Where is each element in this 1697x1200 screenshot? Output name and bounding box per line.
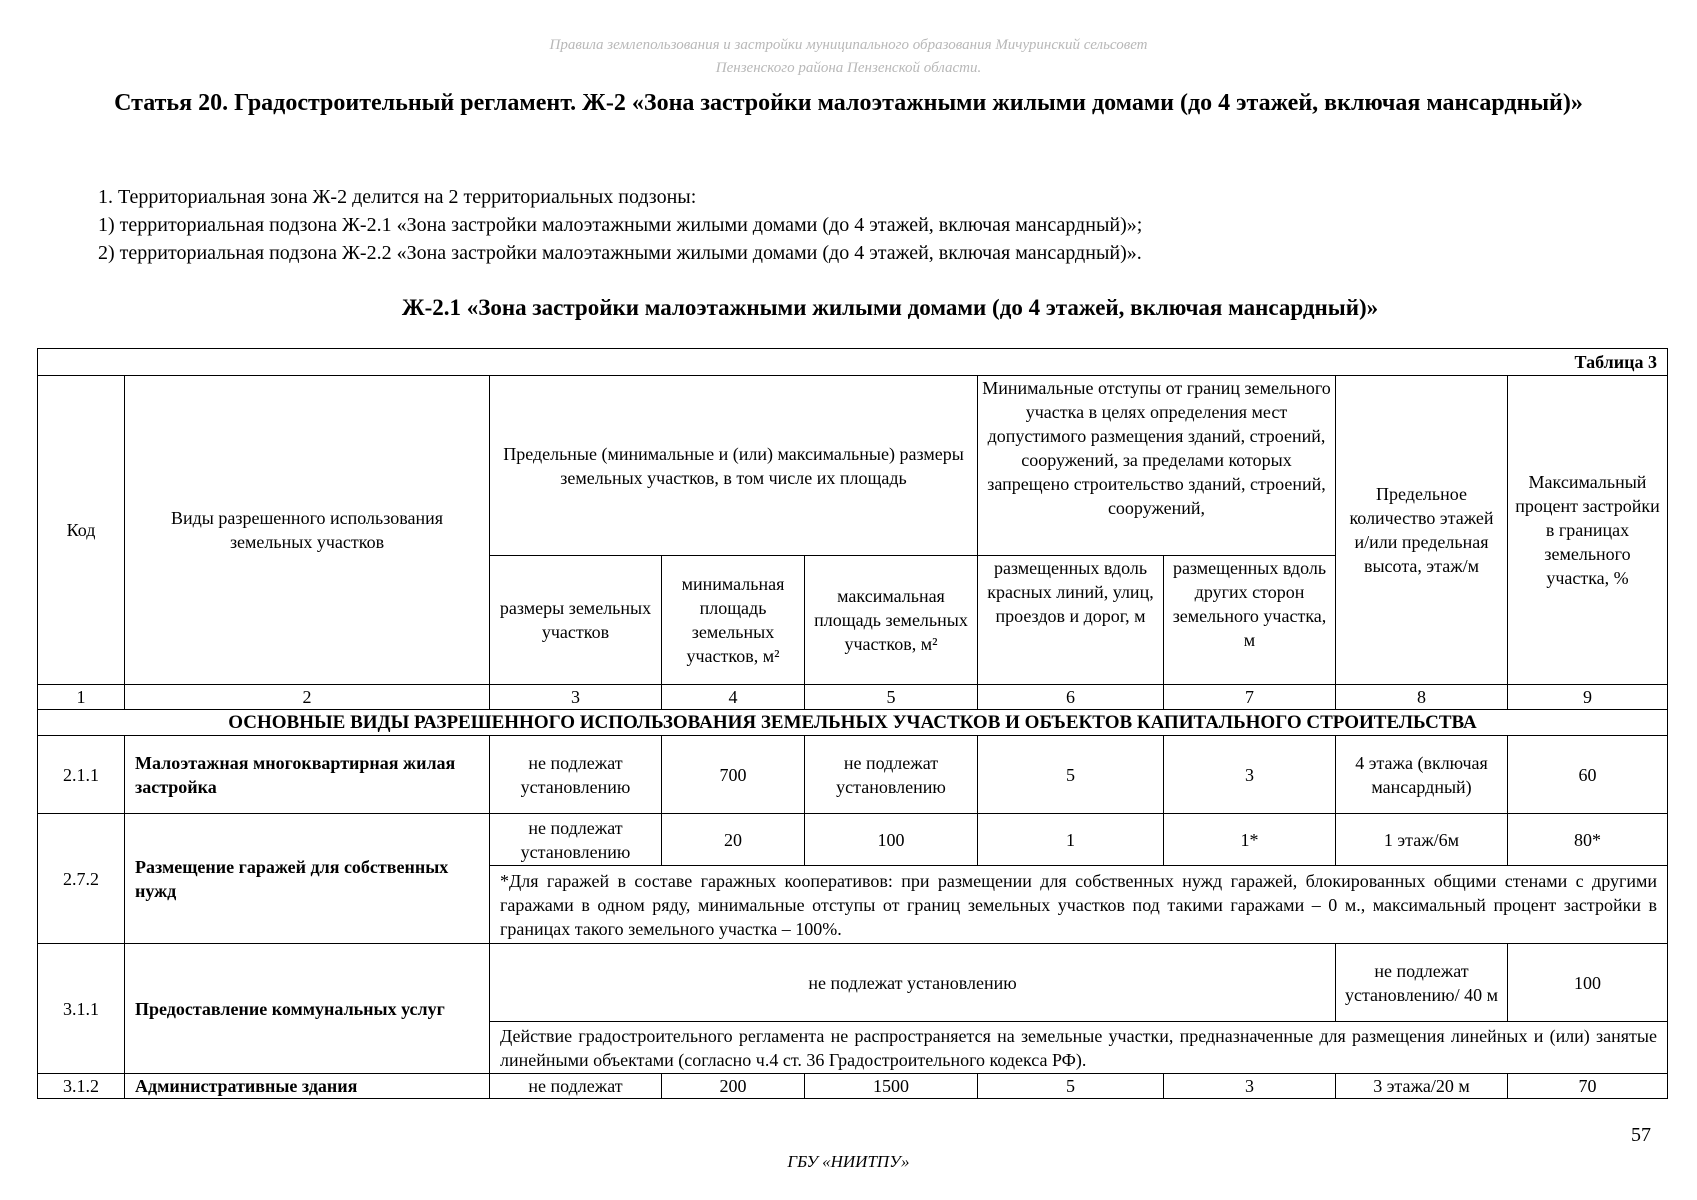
row-note: *Для гаражей в составе гаражных кооперативов: при размещении для собственных нужд гаражей, блокированных общими стенами с другими гаражами в одном ряду, минимальные отступы от границ земельных участков под такими гаражами – 0 м., максимальный процент застройки в границах такого земельного участка – 100%.: [490, 866, 1668, 944]
subheader-other-sides: размещенных вдоль других сторон земельного участка, м: [1164, 556, 1336, 685]
paragraph-intro: 1. Территориальная зона Ж-2 делится на 2 территориальных подзоны:: [98, 186, 697, 208]
cell-max-area: не подлежат установлению: [805, 736, 978, 814]
row-code: 2.7.2: [38, 814, 125, 944]
subheader-max-area: максимальная площадь земельных участков, м²: [805, 556, 978, 685]
running-header-line1: Правила землепользования и застройки муниципального образования Мичуринский сельсовет: [549, 37, 1148, 53]
row-use-name: Размещение гаражей для собственных нужд: [125, 814, 490, 944]
column-number: 8: [1336, 685, 1508, 710]
cell-max-area: 100: [805, 814, 978, 866]
table-caption: Таблица 3: [38, 349, 1668, 376]
subheader-red-lines: размещенных вдоль красных линий, улиц, проездов и дорог, м: [978, 556, 1164, 685]
cell-floors: 4 этажа (включая мансардный): [1336, 736, 1508, 814]
page-number: 57: [1631, 1124, 1651, 1146]
row-note: Действие градостроительного регламента не распространяется на земельные участки, предназначенные для размещения линейных и (или) занятые линейными объектами (согласно ч.4 ст. 36 Градостроительного кодекса РФ).: [490, 1022, 1668, 1074]
table-row: [38, 1074, 1668, 1099]
column-number: 6: [978, 685, 1164, 710]
subheader-min-area: минимальная площадь земельных участков, м²: [662, 556, 805, 685]
cell-percent: 70: [1508, 1074, 1668, 1099]
article-title: Статья 20. Градостроительный регламент. Ж-2 «Зона застройки малоэтажными жилыми домами (до 4 этажей, включая мансардный)»: [114, 90, 1583, 116]
column-number: 7: [1164, 685, 1336, 710]
cell-other-sides: 3: [1164, 1074, 1336, 1099]
cell-sizes: не подлежат: [490, 1074, 662, 1099]
cell-max-area: 1500: [805, 1074, 978, 1099]
column-number: 3: [490, 685, 662, 710]
footer: ГБУ «НИИТПУ»: [787, 1152, 910, 1171]
header-use-types: Виды разрешенного использования земельных участков: [125, 376, 490, 685]
cell-percent: 100: [1508, 944, 1668, 1022]
paragraph-subzone-1: 1) территориальная подзона Ж-2.1 «Зона застройки малоэтажными жилыми домами (до 4 этажей, включая мансардный)»;: [98, 214, 1143, 236]
cell-floors: не подлежат установлению/ 40 м: [1336, 944, 1508, 1022]
cell-red-lines: 5: [978, 736, 1164, 814]
column-number: 4: [662, 685, 805, 710]
header-code: Код: [38, 376, 125, 685]
row-code: 3.1.2: [38, 1074, 125, 1099]
subheader-sizes: размеры земельных участков: [490, 556, 662, 685]
header-max-percent: Максимальный процент застройки в границах земельного участка, %: [1508, 376, 1668, 685]
cell-other-sides: 1*: [1164, 814, 1336, 866]
cell-red-lines: 1: [978, 814, 1164, 866]
cell-floors: 3 этажа/20 м: [1336, 1074, 1508, 1099]
row-use-name: Административные здания: [125, 1074, 490, 1099]
row-code: 3.1.1: [38, 944, 125, 1074]
section-title: ОСНОВНЫЕ ВИДЫ РАЗРЕШЕННОГО ИСПОЛЬЗОВАНИЯ ЗЕМЕЛЬНЫХ УЧАСТКОВ И ОБЪЕКТОВ КАПИТАЛЬНОГО СТРОИТЕЛЬСТВА: [38, 710, 1668, 736]
header-setbacks: Минимальные отступы от границ земельного участка в целях определения мест допустимого размещения зданий, строений, сооружений, за пределами которых запрещено строительство зданий, строений, сооружений,: [978, 376, 1336, 556]
row-code: 2.1.1: [38, 736, 125, 814]
cell-min-area: 200: [662, 1074, 805, 1099]
header-floors: Предельное количество этажей и/или предельная высота, этаж/м: [1336, 376, 1508, 685]
column-number: 2: [125, 685, 490, 710]
cell-percent: 60: [1508, 736, 1668, 814]
running-header-line2: Пензенского района Пензенской области.: [715, 60, 982, 76]
column-number: 1: [38, 685, 125, 710]
cell-merged-not-set: не подлежат установлению: [490, 944, 1336, 1022]
cell-other-sides: 3: [1164, 736, 1336, 814]
column-numbers-row: [38, 685, 1668, 710]
row-use-name: Предоставление коммунальных услуг: [125, 944, 490, 1074]
cell-red-lines: 5: [978, 1074, 1164, 1099]
cell-sizes: не подлежат установлению: [490, 736, 662, 814]
subzone-title: Ж-2.1 «Зона застройки малоэтажными жилыми домами (до 4 этажей, включая мансардный)»: [401, 295, 1379, 320]
header-plot-sizes: Предельные (минимальные и (или) максимальные) размеры земельных участков, в том числе их площадь: [490, 376, 978, 556]
cell-floors: 1 этаж/6м: [1336, 814, 1508, 866]
table-row: [38, 944, 1668, 1022]
cell-min-area: 700: [662, 736, 805, 814]
row-use-name: Малоэтажная многоквартирная жилая застройка: [125, 736, 490, 814]
cell-min-area: 20: [662, 814, 805, 866]
regulation-table: [37, 348, 1668, 1099]
cell-percent: 80*: [1508, 814, 1668, 866]
column-number: 9: [1508, 685, 1668, 710]
table-row: [38, 814, 1668, 866]
table-row: [38, 736, 1668, 814]
column-number: 5: [805, 685, 978, 710]
cell-sizes: не подлежат установлению: [490, 814, 662, 866]
paragraph-subzone-2: 2) территориальная подзона Ж-2.2 «Зона застройки малоэтажными жилыми домами (до 4 этажей, включая мансардный)».: [98, 242, 1142, 264]
